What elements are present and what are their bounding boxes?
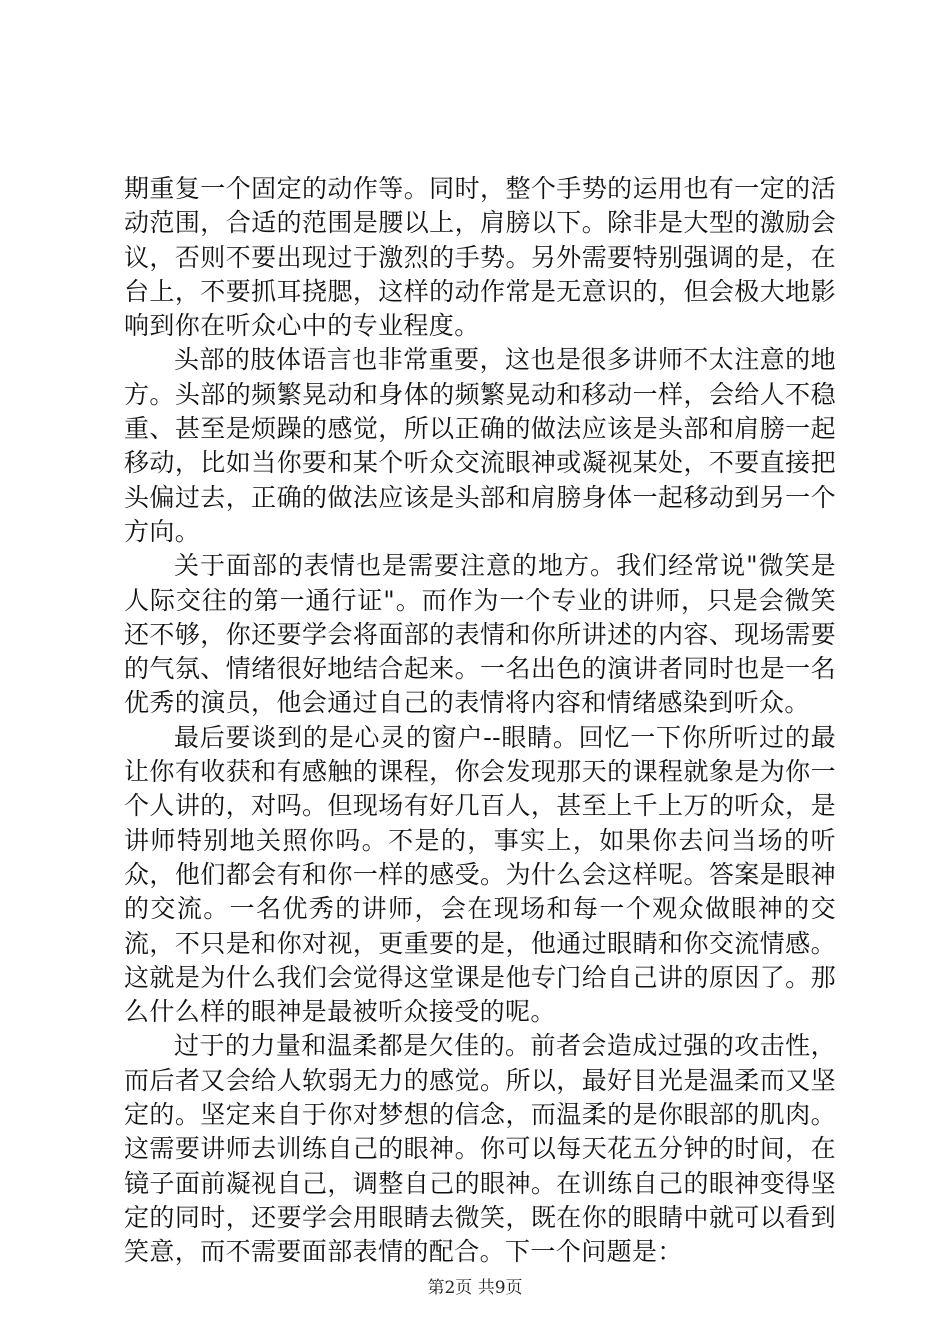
document-body: [124, 172, 836, 1270]
paragraph-head-language: 头部的肢体语言也非常重要，这也是很多讲师不太注意的地方。头部的频繁晃动和身体的频繁晃动和移动一样，会给人不稳重、甚至是烦躁的感觉，所以正确的做法应该是头部和肩膀一起移动，比如当你要和某个听众交流眼神或凝视某处，不要直接把头偏过去，正确的做法应该是头部和肩膀身体一起移动到另一个方向。: [124, 345, 836, 546]
page-number-footer: 第2页 共9页: [427, 1278, 523, 1298]
paragraph-facial-expression: 关于面部的表情也是需要注意的地方。我们经常说"微笑是人际交往的第一通行证"。而作为一个专业的讲师，只是会微笑还不够，你还要学会将面部的表情和你所讲述的内容、现场需要的气氛、情绪很好地结合起来。一名出色的演讲者同时也是一名优秀的演员，他会通过自己的表情将内容和情绪感染到听众。: [124, 551, 836, 718]
paragraph-gesture-range: 期重复一个固定的动作等。同时，整个手势的运用也有一定的活动范围，合适的范围是腰以上，肩膀以下。除非是大型的激励会议，否则不要出现过于激烈的手势。另外需要特别强调的是，在台上，不要抓耳挠腮，这样的动作常是无意识的，但会极大地影响到你在听众心中的专业程度。: [124, 174, 836, 341]
paragraph-gaze-training: 过于的力量和温柔都是欠佳的。前者会造成过强的攻击性，而后者又会给人软弱无力的感觉。所以，最好目光是温柔而又坚定的。坚定来自于你对梦想的信念，而温柔的是你眼部的肌肉。这需要讲师去训练自己的眼神。你可以每天花五分钟的时间，在镜子面前凝视自己，调整自己的眼神。在训练自己的眼神变得坚定的同时，还要学会用眼睛去微笑，既在你的眼睛中就可以看到笑意，而不需要面部表情的配合。下一个问题是：: [124, 1031, 836, 1267]
paragraph-eye-contact: 最后要谈到的是心灵的窗户--眼睛。回忆一下你所听过的最让你有收获和有感触的课程，你会发现那天的课程就象是为你一个人讲的，对吗。但现场有好几百人，甚至上千上万的听众，是讲师特别地关照你吗。不是的，事实上，如果你去问当场的听众，他们都会有和你一样的感受。为什么会这样呢。答案是眼神的交流。一名优秀的讲师，会在现场和每一个观众做眼神的交流，不只是和你对视，更重要的是，他通过眼睛和你交流情感。这就是为什么我们会觉得这堂课是他专门给自己讲的原因了。那么什么样的眼神是最被听众接受的呢。: [124, 722, 836, 1027]
